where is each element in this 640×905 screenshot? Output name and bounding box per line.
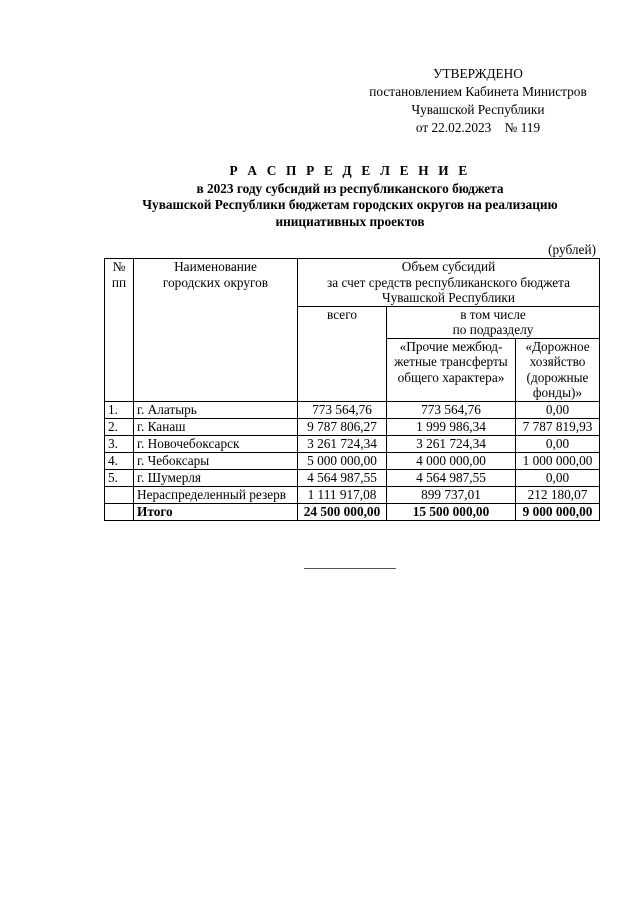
approval-heading: УТВЕРЖДЕНО	[433, 66, 523, 81]
row-total: 773 564,76	[298, 401, 387, 418]
title-heading: Р А С П Р Е Д Е Л Е Н И Е	[229, 163, 471, 178]
document-title	[100, 163, 600, 230]
row-total: 9 787 806,27	[298, 418, 387, 435]
total-road-funds: 9 000 000,00	[516, 503, 600, 520]
row-road-funds: 212 180,07	[516, 486, 600, 503]
row-other-transfers: 1 999 986,34	[387, 418, 516, 435]
row-district: г. Алатырь	[134, 401, 298, 418]
approval-republic: Чувашской Республики	[411, 102, 545, 117]
header-no: № пп	[105, 259, 134, 402]
row-district: г. Чебоксары	[134, 452, 298, 469]
row-district: г. Канаш	[134, 418, 298, 435]
total-number	[105, 503, 134, 520]
row-total: 1 111 917,08	[298, 486, 387, 503]
row-road-funds: 7 787 819,93	[516, 418, 600, 435]
header-name: Наименование городских округов	[134, 259, 298, 402]
row-road-funds: 0,00	[516, 435, 600, 452]
currency-unit: (рублей)	[548, 242, 596, 257]
header-road-funds: «Дорожное хозяйство (дорожные фонды)»	[516, 338, 600, 401]
total-row	[105, 503, 600, 520]
row-total: 3 261 724,34	[298, 435, 387, 452]
row-road-funds: 0,00	[516, 469, 600, 486]
row-other-transfers: 3 261 724,34	[387, 435, 516, 452]
total-sum: 24 500 000,00	[298, 503, 387, 520]
title-line-3: Чувашской Республики бюджетам городских округов на реализацию	[142, 197, 558, 212]
table-row	[105, 435, 600, 452]
total-other-transfers: 15 500 000,00	[387, 503, 516, 520]
distribution-table	[104, 258, 600, 521]
row-district: Нераспределенный резерв	[134, 486, 298, 503]
row-other-transfers: 4 564 987,55	[387, 469, 516, 486]
row-road-funds: 1 000 000,00	[516, 452, 600, 469]
row-other-transfers: 773 564,76	[387, 401, 516, 418]
row-district: г. Новочебоксарск	[134, 435, 298, 452]
row-total: 5 000 000,00	[298, 452, 387, 469]
row-total: 4 564 987,55	[298, 469, 387, 486]
row-number: 3.	[105, 435, 134, 452]
row-number: 4.	[105, 452, 134, 469]
header-row-1	[105, 259, 600, 307]
approval-block	[358, 65, 598, 137]
closing-divider	[304, 568, 396, 569]
approval-authority: постановлением Кабинета Министров	[369, 84, 587, 99]
row-district: г. Шумерля	[134, 469, 298, 486]
table-row	[105, 452, 600, 469]
table-row	[105, 486, 600, 503]
approval-date-number: от 22.02.2023 № 119	[415, 120, 541, 135]
row-number: 5.	[105, 469, 134, 486]
row-number	[105, 486, 134, 503]
row-other-transfers: 899 737,01	[387, 486, 516, 503]
row-number: 2.	[105, 418, 134, 435]
row-number: 1.	[105, 401, 134, 418]
header-including: в том числе по подразделу	[387, 306, 600, 338]
title-line-4: инициативных проектов	[275, 213, 425, 229]
row-road-funds: 0,00	[516, 401, 600, 418]
table-row	[105, 401, 600, 418]
title-line-2: в 2023 году субсидий из республиканского бюджета	[196, 180, 504, 196]
header-volume: Объем субсидий за счет средств республиканского бюджета Чувашской Республики	[298, 259, 600, 307]
total-label: Итого	[134, 503, 298, 520]
row-other-transfers: 4 000 000,00	[387, 452, 516, 469]
header-other-transfers: «Прочие межбюд- жетные трансферты общего характера»	[387, 338, 516, 401]
header-total: всего	[298, 306, 387, 401]
table-row	[105, 469, 600, 486]
table-row	[105, 418, 600, 435]
